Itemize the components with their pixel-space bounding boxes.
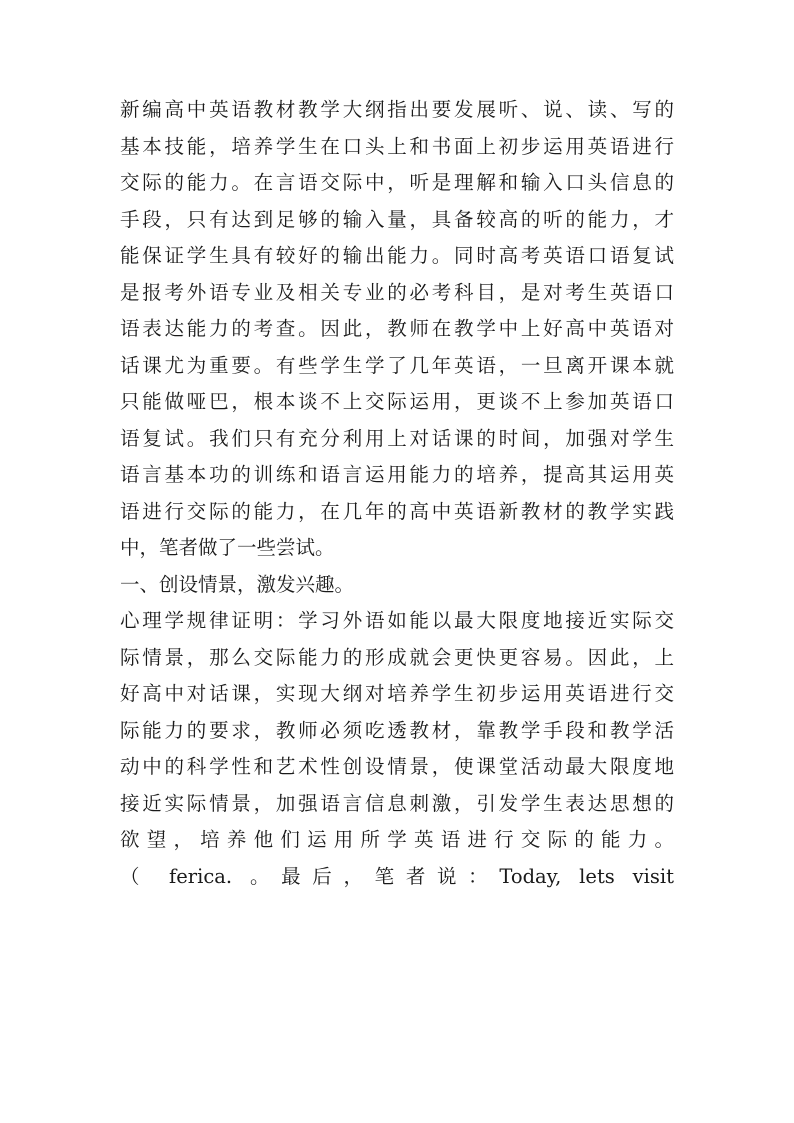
text-line: 能保证学生具有较好的输出能力。同时高考英语口语复试 [120,244,674,267]
text-line: 接近实际情景，加强语言信息刺激，引发学生表达思想的 [120,791,674,815]
text-line: 是报考外语专业及相关专业的必考科目，是对考生英语口 [120,280,674,304]
text-line: 际能力的要求，教师必须吃透教材，靠教学手段和教学活 [120,718,674,742]
text-line: 基本技能，培养学生在口头上和书面上初步运用英语进行 [120,134,674,158]
text-line: 好高中对话课，实现大纲对培养学生初步运用英语进行交 [120,682,674,705]
text-line: 交际的能力。在言语交际中，听是理解和输入口头信息的 [120,171,674,194]
text-line: 欲望，培养他们运用所学英语进行交际的能力。 [120,828,674,851]
text-line: 语言基本功的训练和语言运用能力的培养，提高其运用英 [120,463,674,486]
text-line: 话课尤为重要。有些学生学了几年英语，一旦离开课本就 [120,353,674,377]
text-line: 中，笔者做了一些尝试。 [120,536,335,559]
text-line: 手段，只有达到足够的输入量，具备较高的听的能力，才 [120,207,674,231]
text-line: 语进行交际的能力，在几年的高中英语新教材的教学实践 [120,499,674,523]
text-line: （ ferica. 。最后，笔者说：Today, lets visit [120,864,674,888]
text-line: 语复试。我们只有充分利用上对话课的时间，加强对学生 [120,426,674,450]
text-line: 际情景，那么交际能力的形成就会更快更容易。因此，上 [120,645,674,669]
text-line: 新编高中英语教材教学大纲指出要发展听、说、读、写的 [120,98,674,121]
text-line: 只能做哑巴，根本谈不上交际运用，更谈不上参加英语口 [120,390,674,413]
document-body [120,92,674,895]
text-line: 动中的科学性和艺术性创设情景，使课堂活动最大限度地 [120,755,674,778]
section-heading: 一、创设情景，激发兴趣。 [120,572,355,596]
text-line: 语表达能力的考查。因此，教师在教学中上好高中英语对 [120,317,674,340]
text-line: 心理学规律证明：学习外语如能以最大限度地接近实际交 [120,609,674,632]
